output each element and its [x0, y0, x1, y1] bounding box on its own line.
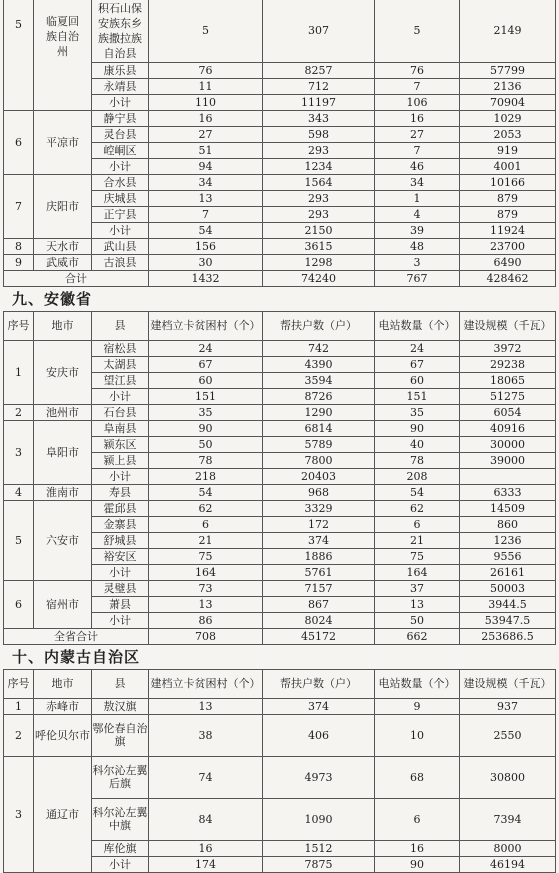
stations-cell: 46: [375, 158, 460, 174]
households-cell: 8257: [263, 62, 375, 78]
villages-cell: 156: [149, 238, 263, 254]
row-number: 5: [4, 500, 34, 580]
villages-cell: 76: [149, 62, 263, 78]
scale-cell: 2149: [460, 0, 556, 62]
scale-cell: 428462: [460, 270, 556, 286]
county-cell: 小计: [92, 158, 149, 174]
city-cell: 通辽市: [34, 756, 92, 872]
villages-cell: 35: [149, 404, 263, 420]
households-cell: 1886: [263, 548, 375, 564]
stations-cell: 106: [375, 94, 460, 110]
table-row: [4, 484, 556, 500]
households-cell: 5761: [263, 564, 375, 580]
row-number: 9: [4, 254, 34, 270]
stations-cell: 50: [375, 612, 460, 628]
households-cell: 7157: [263, 580, 375, 596]
stations-cell: 54: [375, 484, 460, 500]
scale-cell: 8000: [460, 840, 556, 856]
stations-cell: 662: [375, 628, 460, 644]
villages-cell: 13: [149, 190, 263, 206]
total-label: 合计: [4, 270, 149, 286]
county-cell: 小计: [92, 468, 149, 484]
header-no: 序号: [4, 669, 34, 698]
header-villages: 建档立卡贫困村（个）: [149, 669, 263, 698]
villages-cell: 60: [149, 372, 263, 388]
households-cell: 374: [263, 532, 375, 548]
header-scale: 建设规模（千瓦）: [460, 669, 556, 698]
stations-cell: 76: [375, 62, 460, 78]
villages-cell: 13: [149, 698, 263, 714]
scale-cell: 879: [460, 206, 556, 222]
households-cell: 6814: [263, 420, 375, 436]
stations-cell: 34: [375, 174, 460, 190]
header-city: 地市: [34, 669, 92, 698]
county-cell: 颍东区: [92, 436, 149, 452]
stations-cell: 67: [375, 356, 460, 372]
county-cell: 古浪县: [92, 254, 149, 270]
households-cell: 598: [263, 126, 375, 142]
stations-cell: 164: [375, 564, 460, 580]
households-cell: 2150: [263, 222, 375, 238]
households-cell: 406: [263, 714, 375, 756]
households-cell: 172: [263, 516, 375, 532]
households-cell: 1290: [263, 404, 375, 420]
scale-cell: 3972: [460, 340, 556, 356]
table-row: [4, 420, 556, 436]
county-cell: 崆峒区: [92, 142, 149, 158]
villages-cell: 164: [149, 564, 263, 580]
stations-cell: 16: [375, 110, 460, 126]
anhui-table: [3, 311, 556, 645]
row-number: 6: [4, 580, 34, 628]
scale-cell: 937: [460, 698, 556, 714]
county-cell: 小计: [92, 612, 149, 628]
villages-cell: 90: [149, 420, 263, 436]
households-cell: 11197: [263, 94, 375, 110]
row-number: 4: [4, 484, 34, 500]
villages-cell: 110: [149, 94, 263, 110]
scale-cell: 18065: [460, 372, 556, 388]
stations-cell: 68: [375, 756, 460, 798]
stations-cell: 90: [375, 856, 460, 872]
county-cell: 舒城县: [92, 532, 149, 548]
households-cell: 968: [263, 484, 375, 500]
stations-cell: 62: [375, 500, 460, 516]
county-cell: 金寨县: [92, 516, 149, 532]
city-cell: 临夏回 族自治 州: [34, 0, 92, 110]
scale-cell: 2136: [460, 78, 556, 94]
stations-cell: 24: [375, 340, 460, 356]
villages-cell: 74: [149, 756, 263, 798]
row-number: 3: [4, 756, 34, 872]
row-number: 2: [4, 404, 34, 420]
header-households: 帮扶户数（户）: [263, 669, 375, 698]
row-number: 2: [4, 714, 34, 756]
villages-cell: 50: [149, 436, 263, 452]
stations-cell: 767: [375, 270, 460, 286]
stations-cell: 40: [375, 436, 460, 452]
scale-cell: 14509: [460, 500, 556, 516]
stations-cell: 4: [375, 206, 460, 222]
households-cell: 742: [263, 340, 375, 356]
households-cell: 7800: [263, 452, 375, 468]
households-cell: 3329: [263, 500, 375, 516]
households-cell: 293: [263, 142, 375, 158]
scale-cell: 253686.5: [460, 628, 556, 644]
scale-cell: 40916: [460, 420, 556, 436]
table-row: [4, 0, 556, 62]
stations-cell: 48: [375, 238, 460, 254]
stations-cell: 78: [375, 452, 460, 468]
households-cell: 7875: [263, 856, 375, 872]
table-row: [4, 756, 556, 798]
scale-cell: 860: [460, 516, 556, 532]
neimenggu-table: [3, 669, 556, 873]
households-cell: 3594: [263, 372, 375, 388]
county-cell: 小计: [92, 856, 149, 872]
households-cell: 74240: [263, 270, 375, 286]
households-cell: 374: [263, 698, 375, 714]
stations-cell: 13: [375, 596, 460, 612]
county-cell: 永靖县: [92, 78, 149, 94]
households-cell: 20403: [263, 468, 375, 484]
total-row: [4, 270, 556, 286]
table-row: [4, 238, 556, 254]
households-cell: 293: [263, 206, 375, 222]
scale-cell: 9556: [460, 548, 556, 564]
stations-cell: 151: [375, 388, 460, 404]
stations-cell: 39: [375, 222, 460, 238]
scale-cell: 10166: [460, 174, 556, 190]
scale-cell: 1029: [460, 110, 556, 126]
households-cell: 1298: [263, 254, 375, 270]
county-cell: 裕安区: [92, 548, 149, 564]
county-cell: 敖汉旗: [92, 698, 149, 714]
stations-cell: 6: [375, 516, 460, 532]
scale-cell: 879: [460, 190, 556, 206]
households-cell: 712: [263, 78, 375, 94]
villages-cell: 13: [149, 596, 263, 612]
villages-cell: 62: [149, 500, 263, 516]
villages-cell: 34: [149, 174, 263, 190]
header-households: 帮扶户数（户）: [263, 311, 375, 340]
county-cell: 太湖县: [92, 356, 149, 372]
county-cell: 寿县: [92, 484, 149, 500]
row-number: 5: [4, 0, 34, 110]
county-cell: 霍邱县: [92, 500, 149, 516]
county-cell: 灵璧县: [92, 580, 149, 596]
row-number: 7: [4, 174, 34, 238]
scale-cell: 919: [460, 142, 556, 158]
stations-cell: 7: [375, 142, 460, 158]
households-cell: 5789: [263, 436, 375, 452]
table-row: [4, 500, 556, 516]
table-row: [4, 714, 556, 756]
row-number: 8: [4, 238, 34, 254]
county-cell: 积石山保 安族东乡 族撒拉族 自治县: [92, 0, 149, 62]
city-cell: 武威市: [34, 254, 92, 270]
stations-cell: 5: [375, 0, 460, 62]
villages-cell: 30: [149, 254, 263, 270]
scale-cell: 26161: [460, 564, 556, 580]
section-title-anhui: 九、安徽省: [12, 289, 93, 308]
county-cell: 石台县: [92, 404, 149, 420]
row-number: 3: [4, 420, 34, 484]
stations-cell: 35: [375, 404, 460, 420]
county-cell: 庆城县: [92, 190, 149, 206]
table-row: [4, 254, 556, 270]
scale-cell: 4001: [460, 158, 556, 174]
households-cell: 4390: [263, 356, 375, 372]
villages-cell: 24: [149, 340, 263, 356]
villages-cell: 151: [149, 388, 263, 404]
villages-cell: 708: [149, 628, 263, 644]
scale-cell: 51275: [460, 388, 556, 404]
stations-cell: 10: [375, 714, 460, 756]
scale-cell: 6333: [460, 484, 556, 500]
villages-cell: 86: [149, 612, 263, 628]
scale-cell: 11924: [460, 222, 556, 238]
table-row: [4, 174, 556, 190]
scale-cell: 30000: [460, 436, 556, 452]
header-scale: 建设规模（千瓦）: [460, 311, 556, 340]
scale-cell: 2053: [460, 126, 556, 142]
scale-cell: 50003: [460, 580, 556, 596]
households-cell: 343: [263, 110, 375, 126]
stations-cell: 16: [375, 840, 460, 856]
scale-cell: 3944.5: [460, 596, 556, 612]
county-cell: 小计: [92, 94, 149, 110]
stations-cell: 1: [375, 190, 460, 206]
scale-cell: 29238: [460, 356, 556, 372]
scale-cell: 30800: [460, 756, 556, 798]
villages-cell: 21: [149, 532, 263, 548]
county-cell: 库伦旗: [92, 840, 149, 856]
households-cell: 293: [263, 190, 375, 206]
stations-cell: 75: [375, 548, 460, 564]
villages-cell: 5: [149, 0, 263, 62]
county-cell: 望江县: [92, 372, 149, 388]
county-cell: 颍上县: [92, 452, 149, 468]
county-cell: 科尔沁左翼中旗: [92, 798, 149, 840]
households-cell: 867: [263, 596, 375, 612]
row-number: 1: [4, 698, 34, 714]
header-no: 序号: [4, 311, 34, 340]
scale-cell: 23700: [460, 238, 556, 254]
header-row: [4, 669, 556, 698]
table-row: [4, 404, 556, 420]
table-row: [4, 110, 556, 126]
total-label: 全省合计: [4, 628, 149, 644]
header-stations: 电站数量（个）: [375, 669, 460, 698]
county-cell: 萧县: [92, 596, 149, 612]
scale-cell: 46194: [460, 856, 556, 872]
villages-cell: 84: [149, 798, 263, 840]
row-number: 1: [4, 340, 34, 404]
households-cell: 1234: [263, 158, 375, 174]
stations-cell: 208: [375, 468, 460, 484]
villages-cell: 94: [149, 158, 263, 174]
scale-cell: 57799: [460, 62, 556, 78]
stations-cell: 37: [375, 580, 460, 596]
villages-cell: 38: [149, 714, 263, 756]
county-cell: 静宁县: [92, 110, 149, 126]
city-cell: 庆阳市: [34, 174, 92, 238]
stations-cell: 9: [375, 698, 460, 714]
section-title-neimenggu: 十、内蒙古自治区: [12, 647, 141, 666]
villages-cell: 54: [149, 484, 263, 500]
stations-cell: 7: [375, 78, 460, 94]
table-row: [4, 698, 556, 714]
county-cell: 灵台县: [92, 126, 149, 142]
county-cell: 康乐县: [92, 62, 149, 78]
villages-cell: 218: [149, 468, 263, 484]
city-cell: 池州市: [34, 404, 92, 420]
scale-cell: 7394: [460, 798, 556, 840]
city-cell: 天水市: [34, 238, 92, 254]
stations-cell: 27: [375, 126, 460, 142]
table-row: [4, 340, 556, 356]
villages-cell: 6: [149, 516, 263, 532]
households-cell: 8726: [263, 388, 375, 404]
households-cell: 1512: [263, 840, 375, 856]
scale-cell: 39000: [460, 452, 556, 468]
city-cell: 六安市: [34, 500, 92, 580]
villages-cell: 75: [149, 548, 263, 564]
city-cell: 安庆市: [34, 340, 92, 404]
county-cell: 武山县: [92, 238, 149, 254]
county-cell: 阜南县: [92, 420, 149, 436]
stations-cell: 6: [375, 798, 460, 840]
city-cell: 宿州市: [34, 580, 92, 628]
county-cell: 宿松县: [92, 340, 149, 356]
county-cell: 合水县: [92, 174, 149, 190]
header-row: [4, 311, 556, 340]
scale-cell: [460, 468, 556, 484]
table-row: [4, 580, 556, 596]
villages-cell: 11: [149, 78, 263, 94]
stations-cell: 90: [375, 420, 460, 436]
villages-cell: 78: [149, 452, 263, 468]
villages-cell: 174: [149, 856, 263, 872]
county-cell: 正宁县: [92, 206, 149, 222]
city-cell: 阜阳市: [34, 420, 92, 484]
gansu-table: [3, 0, 556, 287]
villages-cell: 54: [149, 222, 263, 238]
scale-cell: 1236: [460, 532, 556, 548]
scale-cell: 70904: [460, 94, 556, 110]
households-cell: 45172: [263, 628, 375, 644]
scale-cell: 53947.5: [460, 612, 556, 628]
households-cell: 1090: [263, 798, 375, 840]
villages-cell: 7: [149, 206, 263, 222]
header-city: 地市: [34, 311, 92, 340]
city-cell: 平凉市: [34, 110, 92, 174]
stations-cell: 60: [375, 372, 460, 388]
scale-cell: 6054: [460, 404, 556, 420]
households-cell: 307: [263, 0, 375, 62]
total-row: [4, 628, 556, 644]
villages-cell: 27: [149, 126, 263, 142]
scale-cell: 2550: [460, 714, 556, 756]
stations-cell: 3: [375, 254, 460, 270]
header-county: 县: [92, 669, 149, 698]
villages-cell: 16: [149, 840, 263, 856]
header-villages: 建档立卡贫困村（个）: [149, 311, 263, 340]
county-cell: 小计: [92, 388, 149, 404]
header-county: 县: [92, 311, 149, 340]
households-cell: 8024: [263, 612, 375, 628]
stations-cell: 21: [375, 532, 460, 548]
row-number: 6: [4, 110, 34, 174]
county-cell: 小计: [92, 222, 149, 238]
city-cell: 淮南市: [34, 484, 92, 500]
county-cell: 鄂伦春自治旗: [92, 714, 149, 756]
households-cell: 1564: [263, 174, 375, 190]
scale-cell: 6490: [460, 254, 556, 270]
villages-cell: 1432: [149, 270, 263, 286]
city-cell: 赤峰市: [34, 698, 92, 714]
villages-cell: 16: [149, 110, 263, 126]
county-cell: 科尔沁左翼后旗: [92, 756, 149, 798]
header-stations: 电站数量（个）: [375, 311, 460, 340]
villages-cell: 73: [149, 580, 263, 596]
city-cell: 呼伦贝尔市: [34, 714, 92, 756]
county-cell: 小计: [92, 564, 149, 580]
households-cell: 4973: [263, 756, 375, 798]
villages-cell: 67: [149, 356, 263, 372]
households-cell: 3615: [263, 238, 375, 254]
villages-cell: 51: [149, 142, 263, 158]
